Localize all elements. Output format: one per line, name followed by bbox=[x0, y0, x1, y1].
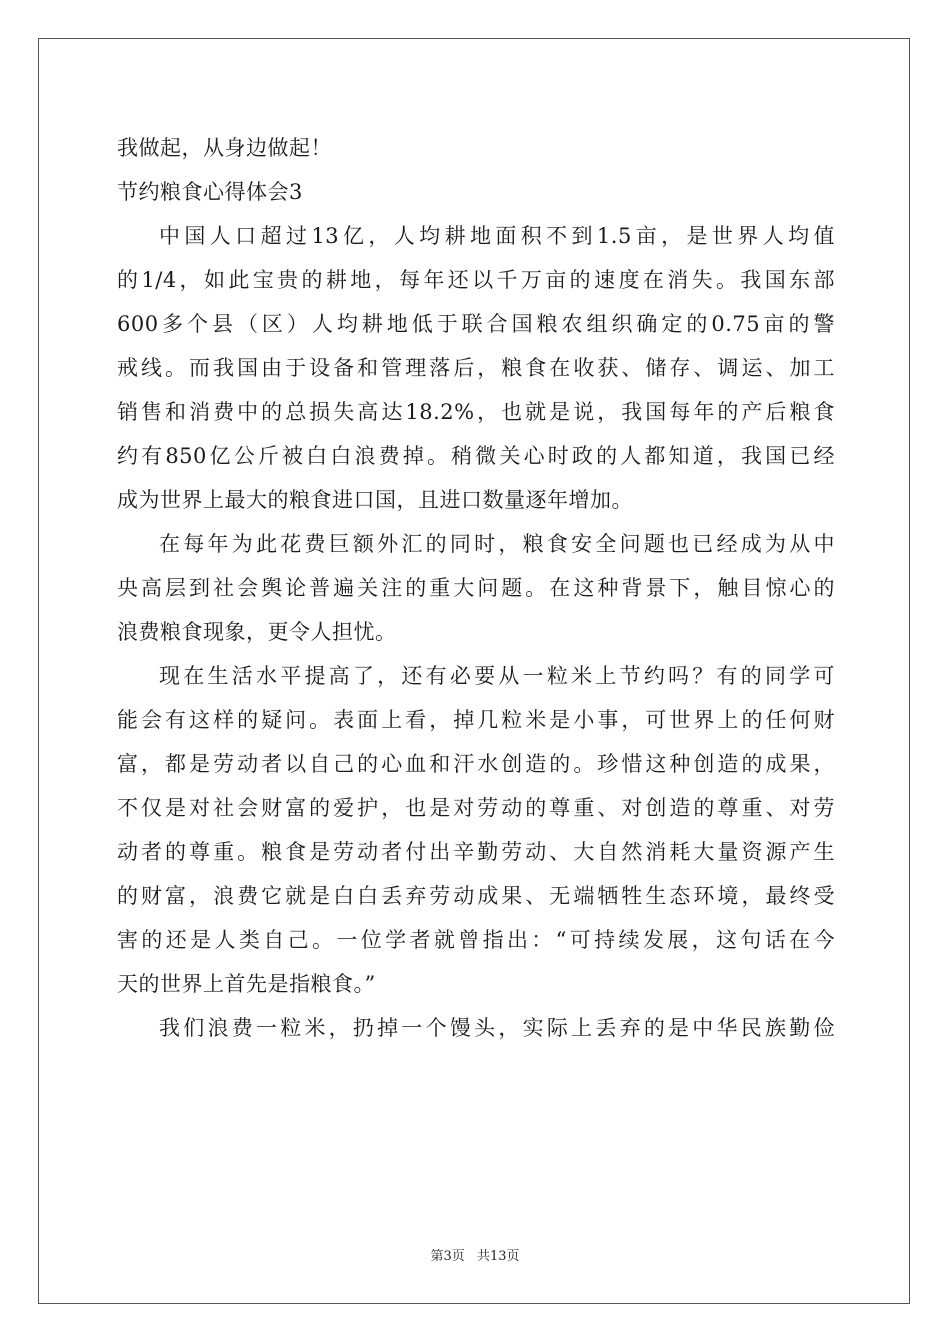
text-line: 的财富，浪费它就是白白丢弃劳动成果、无端牺牲生态环境，最终受 bbox=[117, 884, 835, 908]
text-line: 浪费粮食现象，更令人担忧。 bbox=[117, 620, 397, 644]
section-heading: 节约粮食心得体会3 bbox=[117, 180, 303, 204]
text-line: 成为世界上最大的粮食进口国，且进口数量逐年增加。 bbox=[117, 488, 633, 512]
text-line: 现在生活水平提高了，还有必要从一粒米上节约吗？有的同学可 bbox=[159, 664, 835, 688]
text-line: 中国人口超过13亿，人均耕地面积不到1.5亩，是世界人均值 bbox=[159, 224, 835, 248]
text-line: 害的还是人类自己。一位学者就曾指出：“可持续发展，这句话在今 bbox=[117, 928, 835, 952]
text-line: 动者的尊重。粮食是劳动者付出辛勤劳动、大自然消耗大量资源产生 bbox=[117, 840, 835, 864]
text-line: 戒线。而我国由于设备和管理落后，粮食在收获、储存、调运、加工 bbox=[117, 356, 835, 380]
text-line: 销售和消费中的总损失高达18.2%，也就是说，我国每年的产后粮食 bbox=[117, 400, 835, 424]
text-line: 央高层到社会舆论普遍关注的重大问题。在这种背景下，触目惊心的 bbox=[117, 576, 835, 600]
text-line: 的1/4，如此宝贵的耕地，每年还以千万亩的速度在消失。我国东部 bbox=[117, 268, 835, 292]
document-body bbox=[117, 126, 835, 1050]
text-line: 约有850亿公斤被白白浪费掉。稍微关心时政的人都知道，我国已经 bbox=[117, 444, 835, 468]
text-line: 600多个县（区）人均耕地低于联合国粮农组织确定的0.75亩的警 bbox=[117, 312, 835, 336]
text-line: 能会有这样的疑问。表面上看，掉几粒米是小事，可世界上的任何财 bbox=[117, 708, 835, 732]
page-total: 共13页 bbox=[476, 1249, 520, 1264]
text-line: 不仅是对社会财富的爱护，也是对劳动的尊重、对创造的尊重、对劳 bbox=[117, 796, 835, 820]
page-number: 第3页 bbox=[430, 1249, 465, 1264]
text-line: 我们浪费一粒米，扔掉一个馒头，实际上丢弃的是中华民族勤俭 bbox=[159, 1016, 835, 1040]
text-line: 富，都是劳动者以自己的心血和汗水创造的。珍惜这种创造的成果， bbox=[117, 752, 835, 776]
page-footer bbox=[0, 1245, 950, 1264]
text-line: 在每年为此花费巨额外汇的同时，粮食安全问题也已经成为从中 bbox=[159, 532, 835, 556]
text-line: 天的世界上首先是指粮食。” bbox=[117, 972, 376, 996]
text-line: 我做起，从身边做起！ bbox=[117, 136, 332, 160]
